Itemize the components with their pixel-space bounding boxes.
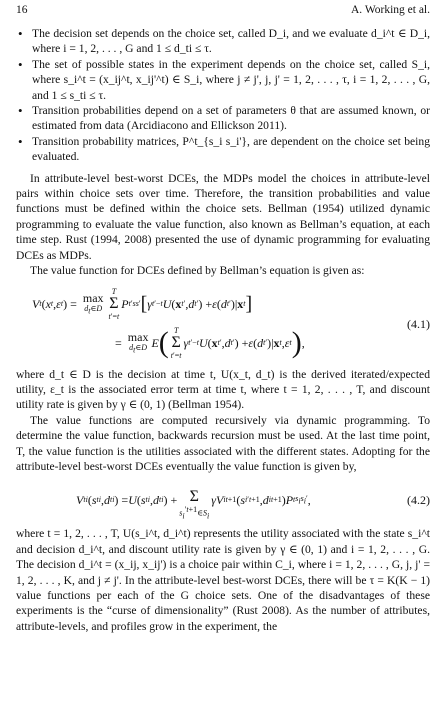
list-item — [16, 26, 430, 57]
assumption-list — [16, 26, 430, 165]
paragraph: where t = 1, 2, . . . , T, U(s_i^t, d_i^t) represents the utility associated with the state s_i^t and decision d_i^t, and discount utility rate is given by γ ∈ (0, 1) and i = 1, 2, . . . , G. The decision d_i^t = (x_ij, x_ij') is a choice pair within C_i, where i = 1, 2, . . . , G, j, j' = 1, 2, . . . , K, and j ≠ j'. In the attribute-level best-worst DCEs, there will be τ = K(K − 1) value functions per each of the G choice sets. One of the disadvantages of these experiments is the “curse of dimensionality” (Rust 2008). As the number of attributes, attribute-levels, and profiles grow in the experiment, the — [16, 527, 430, 633]
equation-line: V t ( x t , ε t ) = max $d_t\in D$ T Σ t′=t P t′ ss′ [ γ t′−t U ( x t′ , d t′ ) + ε ( d t′ )| x t ] — [32, 286, 253, 321]
equation-number: (4.2) — [407, 493, 430, 508]
paragraph: The value function for DCEs defined by Bellman’s equation is given as: — [30, 264, 365, 278]
equation-4-1 — [16, 285, 430, 363]
equation-line: = max $d_t\in D$ E ( T Σ t′=t γ t′−t U ( x t′ , d t′ ) + ε ( d t′ )| x t , ε t ) , — [115, 325, 305, 360]
equation-4-2 — [16, 482, 430, 521]
paragraph: The value functions are computed recursively via dynamic programming. To determine the value function, backwards recursion must be used. At the last time point, T, the value function is the utilities associated with the different states. Adopting for the attribute-level best-worst DCEs eventually the value function is given by, — [16, 413, 430, 473]
bullet-text: Transition probability matrices, P^t_{s_i s_i'}, are dependent on the choice set being evaluated. — [32, 134, 430, 164]
page-number: 16 — [16, 4, 28, 16]
bullet-text: The set of possible states in the experiment depends on the choice set, called S_i, where s_i^t = (x_ij^t, x_ij'^t) ∈ S_i, where j ≠ j', j, j' = 1, 2, . . . , τ, i = 1, 2, . . . , G, and 1 ≤ s_ti ≤ τ. — [32, 57, 430, 102]
list-item — [16, 103, 430, 134]
equation-line: V t i ( s t i , d t i ) = U ( s t i , d t i ) + Σ $s_i^{'t+1}\in S_i$ γ V i t+1 ( s i ′t+1 , d i t+1 ) P t $s_is_i'$ , — [76, 488, 311, 521]
bullet-text: The decision set depends on the choice set, called D_i, and we evaluate d_i^t ∈ D_i, where i = 1, 2, . . . , G and 1 ≤ d_ti ≤ τ. — [32, 27, 430, 56]
running-head: A. Working et al. — [350, 4, 430, 16]
list-item — [16, 134, 430, 165]
equation-number: (4.1) — [407, 316, 430, 331]
page-header — [16, 2, 430, 18]
list-item — [16, 57, 430, 103]
bullet-text: Transition probabilities depend on a set of parameters θ that are assumed known, or estimated from data (Arcidiacono and Ellickson 2011). — [32, 104, 430, 133]
paragraph: In attribute-level best-worst DCEs, the MDPs model the choices in attribute-level pairs within choice sets over time. Therefore, the transition probabilities and value functions must be defined within the choice sets. Bellman (1954) utilized dynamic programming to evaluate the value function, also known as Bellman’s equation, at each time step. Rust (1994, 2008) presented the use of dynamic programming for evaluating DCEs as MDPs. — [16, 171, 430, 262]
body-text — [16, 26, 430, 634]
paragraph: where d_t ∈ D is the decision at time t, U(x_t, d_t) is the derived iterated/expected utility, ε_t is the associated error term at time t, where t = 1, 2, . . . , T, and discount utility rate is given by γ ∈ (0, 1) (Bellman 1954). — [16, 367, 430, 412]
